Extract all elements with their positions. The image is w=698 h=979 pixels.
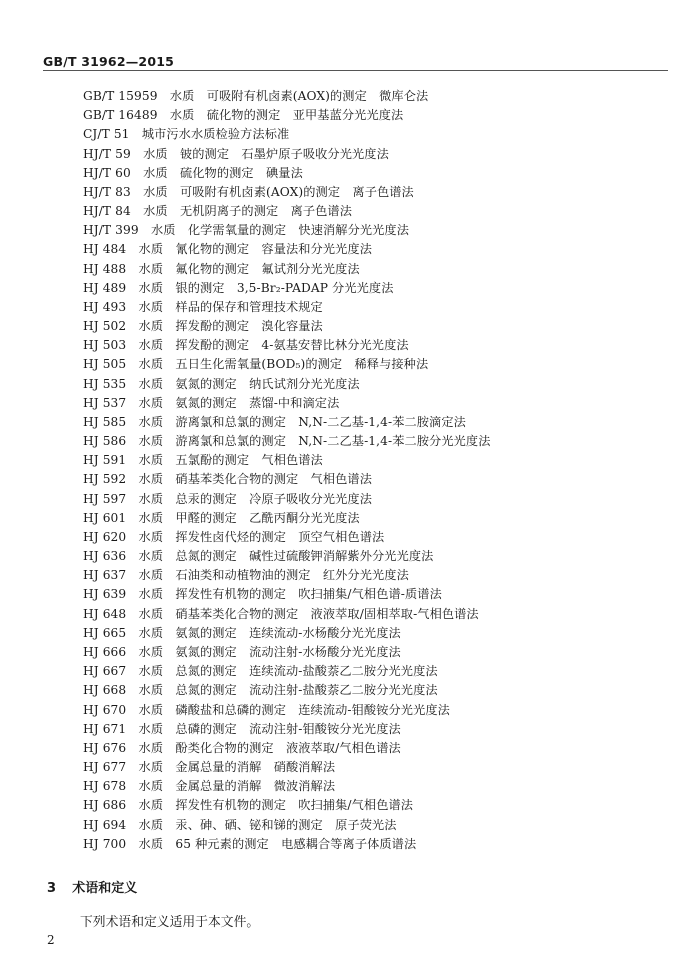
reference-item: HJ 597 水质 总汞的测定 冷原子吸收分光光度法 <box>83 491 372 506</box>
reference-item: HJ 666 水质 氨氮的测定 流动注射-水杨酸分光光度法 <box>83 644 401 659</box>
standard-code-header: GB/T 31962—2015 <box>43 54 175 69</box>
reference-item: HJ 667 水质 总氮的测定 连续流动-盐酸萘乙二胺分光光度法 <box>83 664 438 679</box>
reference-item: HJ 668 水质 总氮的测定 流动注射-盐酸萘乙二胺分光光度法 <box>83 683 438 698</box>
reference-item: HJ/T 399 水质 化学需氧量的测定 快速消解分光光度法 <box>83 223 410 238</box>
reference-item: HJ 620 水质 挥发性卤代烃的测定 顶空气相色谱法 <box>83 529 385 544</box>
section-number: 3 <box>47 881 57 896</box>
normative-references-list <box>83 87 491 854</box>
reference-item: CJ/T 51 城市污水水质检验方法标准 <box>83 127 290 142</box>
reference-item: HJ 670 水质 磷酸盐和总磷的测定 连续流动-钼酸铵分光光度法 <box>83 702 450 717</box>
reference-item: HJ 493 水质 样品的保存和管理技术规定 <box>83 299 323 314</box>
section-title: 术语和定义 <box>72 881 138 896</box>
intro-paragraph: 下列术语和定义适用于本文件。 <box>80 915 260 930</box>
reference-item: HJ 671 水质 总磷的测定 流动注射-钼酸铵分光光度法 <box>83 721 401 736</box>
reference-item: HJ 677 水质 金属总量的消解 硝酸消解法 <box>83 760 336 775</box>
reference-item: HJ/T 83 水质 可吸附有机卤素(AOX)的测定 离子色谱法 <box>83 184 414 199</box>
section-heading <box>47 877 137 896</box>
reference-item: HJ 665 水质 氨氮的测定 连续流动-水杨酸分光光度法 <box>83 625 401 640</box>
reference-item: HJ 637 水质 石油类和动植物油的测定 红外分光光度法 <box>83 568 409 583</box>
reference-item: HJ/T 60 水质 硫化物的测定 碘量法 <box>83 165 303 180</box>
reference-item: HJ 502 水质 挥发酚的测定 溴化容量法 <box>83 319 323 334</box>
reference-item: GB/T 16489 水质 硫化物的测定 亚甲基蓝分光光度法 <box>83 108 404 123</box>
reference-item: HJ 636 水质 总氮的测定 碱性过硫酸钾消解紫外分光光度法 <box>83 549 434 564</box>
reference-item: HJ 591 水质 五氯酚的测定 气相色谱法 <box>83 453 323 468</box>
reference-item: HJ 586 水质 游离氯和总氯的测定 N,N-二乙基-1,4-苯二胺分光光度法 <box>83 434 491 449</box>
page-number: 2 <box>47 933 55 947</box>
reference-item: HJ 678 水质 金属总量的消解 微波消解法 <box>83 779 336 794</box>
reference-item: HJ 537 水质 氨氮的测定 蒸馏-中和滴定法 <box>83 395 340 410</box>
reference-item: HJ 601 水质 甲醛的测定 乙酰丙酮分光光度法 <box>83 510 360 525</box>
reference-item: HJ 686 水质 挥发性有机物的测定 吹扫捕集/气相色谱法 <box>83 798 414 813</box>
reference-item: HJ 700 水质 65 种元素的测定 电感耦合等离子体质谱法 <box>83 836 417 851</box>
reference-item: HJ 676 水质 酚类化合物的测定 液液萃取/气相色谱法 <box>83 740 401 755</box>
reference-item: HJ 694 水质 汞、砷、硒、铋和锑的测定 原子荧光法 <box>83 817 397 832</box>
reference-item: HJ 503 水质 挥发酚的测定 4-氨基安替比林分光光度法 <box>83 338 409 353</box>
reference-item: HJ 505 水质 五日生化需氧量(BOD₅)的测定 稀释与接种法 <box>83 357 429 372</box>
reference-item: HJ/T 59 水质 铍的测定 石墨炉原子吸收分光光度法 <box>83 146 389 161</box>
reference-item: HJ/T 84 水质 无机阴离子的测定 离子色谱法 <box>83 204 353 219</box>
reference-item: HJ 592 水质 硝基苯类化合物的测定 气相色谱法 <box>83 472 372 487</box>
reference-item: GB/T 15959 水质 可吸附有机卤素(AOX)的测定 微库仑法 <box>83 89 429 103</box>
reference-item: HJ 639 水质 挥发性有机物的测定 吹扫捕集/气相色谱-质谱法 <box>83 587 442 602</box>
reference-item: HJ 648 水质 硝基苯类化合物的测定 液液萃取/固相萃取-气相色谱法 <box>83 606 479 621</box>
reference-item: HJ 489 水质 银的测定 3,5-Br₂-PADAP 分光光度法 <box>83 280 394 295</box>
header-rule <box>43 70 668 71</box>
reference-item: HJ 484 水质 氰化物的测定 容量法和分光光度法 <box>83 242 372 257</box>
reference-item: HJ 535 水质 氨氮的测定 纳氏试剂分光光度法 <box>83 376 360 391</box>
reference-item: HJ 585 水质 游离氯和总氯的测定 N,N-二乙基-1,4-苯二胺滴定法 <box>83 414 466 429</box>
reference-item: HJ 488 水质 氟化物的测定 氟试剂分光光度法 <box>83 261 360 276</box>
